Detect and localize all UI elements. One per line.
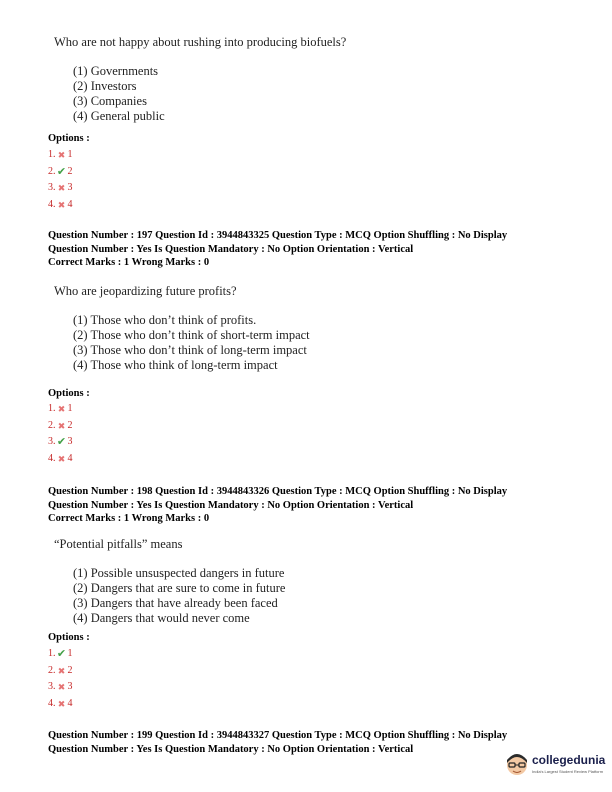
meta-line: Correct Marks : 1 Wrong Marks : 0: [48, 513, 210, 524]
choice-item: (1) Possible unsuspected dangers in future: [73, 566, 285, 580]
choice-item: (4) General public: [73, 109, 165, 123]
option-number: 2.: [48, 165, 56, 177]
question-197-options: [48, 401, 73, 467]
question-196-options: [48, 147, 73, 213]
option-value: 4: [67, 697, 73, 709]
option-number: 2.: [48, 419, 56, 431]
cross-icon: ✖: [57, 453, 66, 464]
cross-icon: ✖: [57, 698, 66, 709]
option-number: 1.: [48, 403, 56, 414]
meta-line: Question Number : 198 Question Id : 3944843326 Question Type : MCQ Option Shuffling : No Display: [48, 486, 508, 497]
check-icon: ✔: [56, 436, 67, 448]
question-198-choices: [73, 566, 285, 626]
question-198-meta: [48, 485, 507, 526]
option-row: [48, 197, 73, 214]
options-label: Options :: [48, 632, 90, 643]
option-row: [48, 418, 73, 435]
option-number: 2.: [48, 664, 56, 676]
check-icon: ✔: [56, 648, 67, 660]
collegedunia-logo: [503, 747, 607, 781]
question-196-choices: [73, 64, 165, 124]
option-row: [48, 434, 73, 451]
brand-name: collegedunia: [532, 753, 606, 767]
option-value: 1: [67, 403, 73, 414]
choice-item: (3) Those who don’t think of long-term impact: [73, 343, 307, 357]
option-row: [48, 646, 73, 663]
option-number: 4.: [48, 198, 56, 210]
option-number: 1.: [48, 648, 56, 659]
question-198-text: “Potential pitfalls” means: [54, 537, 183, 551]
meta-line: Question Number : Yes Is Question Mandatory : No Option Orientation : Vertical: [48, 743, 414, 755]
cross-icon: ✖: [57, 420, 66, 431]
options-label: Options :: [48, 133, 90, 144]
choice-item: (3) Companies: [73, 94, 147, 108]
option-row: [48, 401, 73, 418]
question-199-meta: [48, 729, 507, 756]
meta-line: Question Number : Yes Is Question Mandatory : No Option Orientation : Vertical: [48, 243, 414, 255]
meta-line: Question Number : Yes Is Question Mandatory : No Option Orientation : Vertical: [48, 499, 414, 511]
option-row: [48, 451, 73, 468]
option-row: [48, 180, 73, 197]
option-number: 1.: [48, 149, 56, 160]
cross-icon: ✖: [57, 682, 66, 692]
choice-item: (1) Those who don’t think of profits.: [73, 313, 257, 327]
option-value: 2: [67, 165, 73, 177]
option-number: 4.: [48, 697, 56, 709]
question-197-text: Who are jeopardizing future profits?: [54, 284, 237, 298]
option-row: [48, 663, 73, 680]
cross-icon: ✖: [57, 199, 66, 210]
option-value: 1: [67, 648, 73, 659]
choice-item: (3) Dangers that have already been faced: [73, 596, 278, 610]
option-value: 2: [67, 419, 73, 431]
option-value: 4: [67, 452, 73, 464]
option-value: 1: [67, 149, 73, 160]
option-value: 3: [67, 681, 73, 692]
choice-item: (2) Investors: [73, 79, 137, 93]
question-196-text: Who are not happy about rushing into producing biofuels?: [54, 35, 347, 49]
question-197-choices: [73, 313, 310, 373]
meta-line: Correct Marks : 1 Wrong Marks : 0: [48, 257, 210, 268]
option-number: 3.: [48, 182, 56, 193]
cross-icon: ✖: [57, 665, 66, 676]
choice-item: (2) Those who don’t think of short-term impact: [73, 328, 310, 342]
cross-icon: ✖: [57, 150, 66, 160]
option-row: [48, 164, 73, 181]
options-label: Options :: [48, 388, 90, 399]
option-row: [48, 696, 73, 713]
question-198-options: [48, 646, 73, 712]
option-value: 2: [67, 664, 73, 676]
cross-icon: ✖: [57, 183, 66, 193]
choice-item: (4) Dangers that would never come: [73, 611, 250, 625]
choice-item: (2) Dangers that are sure to come in future: [73, 581, 286, 595]
check-icon: ✔: [56, 165, 67, 178]
option-number: 3.: [48, 681, 56, 692]
choice-item: (4) Those who think of long-term impact: [73, 358, 278, 372]
option-number: 4.: [48, 452, 56, 464]
option-row: [48, 147, 73, 164]
question-197-meta: [48, 229, 507, 270]
student-face-icon: [503, 749, 531, 777]
brand-tagline: India's Largest Student Review Platform: [532, 769, 604, 774]
option-number: 3.: [48, 436, 56, 447]
option-value: 4: [67, 198, 73, 210]
option-row: [48, 679, 73, 696]
cross-icon: ✖: [57, 404, 66, 414]
option-value: 3: [67, 436, 73, 447]
option-value: 3: [67, 182, 73, 193]
meta-line: Question Number : 197 Question Id : 3944843325 Question Type : MCQ Option Shuffling : No Display: [48, 230, 508, 241]
choice-item: (1) Governments: [73, 64, 159, 78]
meta-line: Question Number : 199 Question Id : 3944843327 Question Type : MCQ Option Shuffling : No Display: [48, 730, 508, 741]
